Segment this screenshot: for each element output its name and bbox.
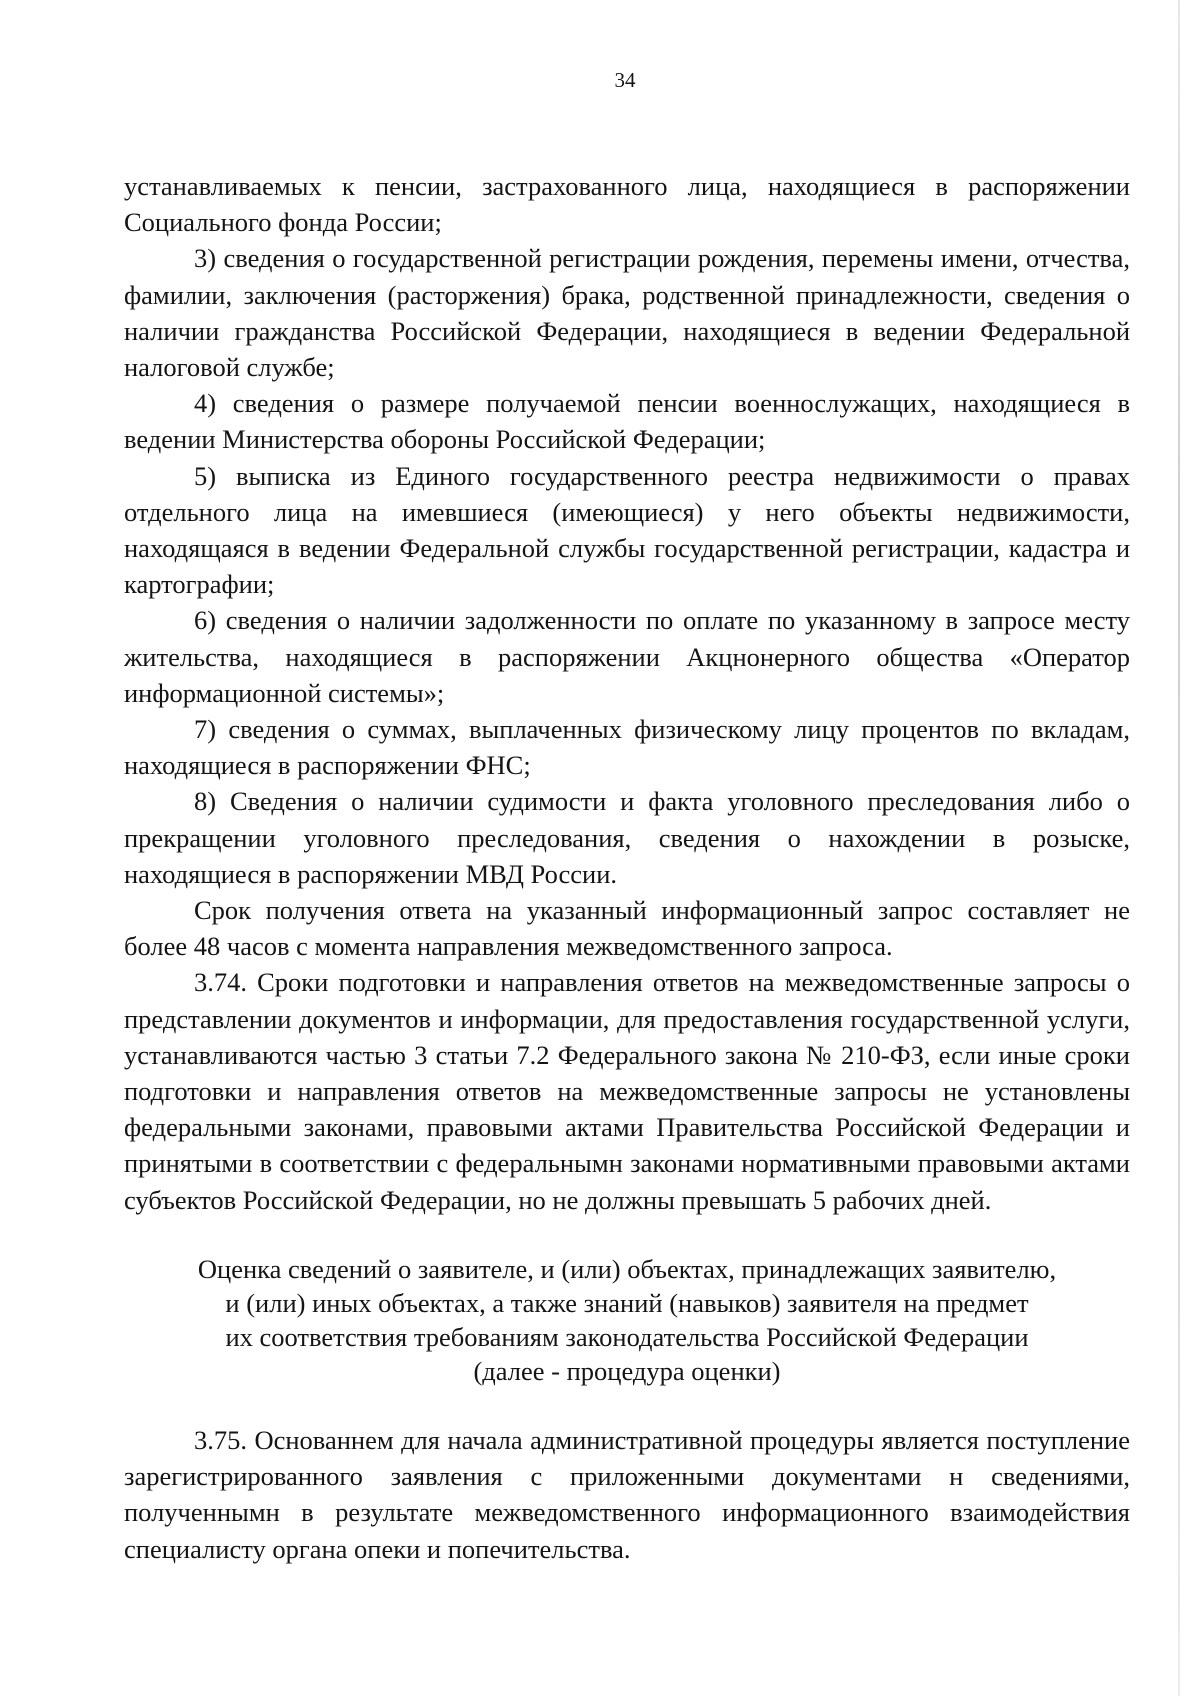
paragraph-3-75: 3.75. Основаннем для начала административной процедуры является поступление зарегистрированного заявления с приложенными документами н сведениями, полученнымн в результате межведомственного информационного взаимодействия специалисту органа опеки и попечительства. — [124, 1424, 1130, 1564]
paragraph-item-7: 7) сведения о суммах, выплаченных физическому лицу процентов по вкладам, находящиеся в распоряжении ФНС; — [124, 714, 1130, 781]
paragraph-continuation: устанавливаемых к пенсии, застрахованного лица, находящиеся в распоряжении Социального фонда России; — [124, 171, 1130, 238]
paragraph-item-5: 5) выписка из Единого государственного реестра недвижимости о правах отдельного лица на имевшиеся (имеющиеся) у него объекты недвижимости, находящаяся в ведении Федеральной службы государственной регистрации, кадастра и картографии; — [124, 460, 1130, 600]
page-number: 34 — [614, 68, 636, 92]
heading-line: (далее - процедура оценки) — [473, 1355, 781, 1386]
paragraph-response-deadline: Срок получения ответа на указанный информационный запрос составляет не более 48 часов с момента направления межведомственного запроса. — [124, 895, 1130, 962]
paragraph-3-74: 3.74. Сроки подготовки и направления ответов на межведомственные запросы о представлении документов и информации, для предоставления государственной услуги, устанавливаются частью 3 статьи 7.2 Федерального закона № 210-ФЗ, если иные сроки подготовки и направления ответов на межведомственные запросы не установлены федеральными законами, правовыми актами Правительства Российской Федерации и принятыми в соответствии с федеральнымн законами нормативными правовыми актами субъектов Российской Федерации, но не должны превышать 5 рабочих дней. — [124, 967, 1130, 1215]
section-heading — [124, 1252, 1130, 1388]
paragraph-item-6: 6) сведения о наличии задолженности по оплате по указанному в запросе месту жительства, находящиеся в распоряжении Акцнонерного общества «Оператор информационной системы»; — [124, 605, 1130, 708]
document-body — [124, 168, 1130, 1567]
paragraph-item-3: 3) сведения о государственной регистрации рождения, перемены имени, отчества, фамилии, заключения (расторжения) брака, родственной принадлежности, сведения о наличии гражданства Российской Федерации, находящиеся в ведении Федеральной налоговой службе; — [124, 243, 1130, 383]
heading-line: Оценка сведений о заявителе, и (или) объектах, принадлежащих заявителю, — [197, 1253, 1057, 1284]
page-edge-shadow — [1178, 0, 1180, 1696]
paragraph-item-8: 8) Сведения о наличии судимости и факта уголовного преследования либо о прекращении уголовного преследования, сведения о нахождении в розыске, находящиеся в распоряжении МВД России. — [124, 786, 1130, 889]
paragraph-item-4: 4) сведения о размере получаемой пенсии военнослужащих, находящиеся в ведении Министерства обороны Российской Федерации; — [124, 388, 1130, 455]
heading-line: их соответствия требованиям законодательства Российской Федерации — [225, 1321, 1029, 1352]
heading-line: и (или) иных объектах, а также знаний (навыков) заявителя на предмет — [225, 1287, 1029, 1318]
